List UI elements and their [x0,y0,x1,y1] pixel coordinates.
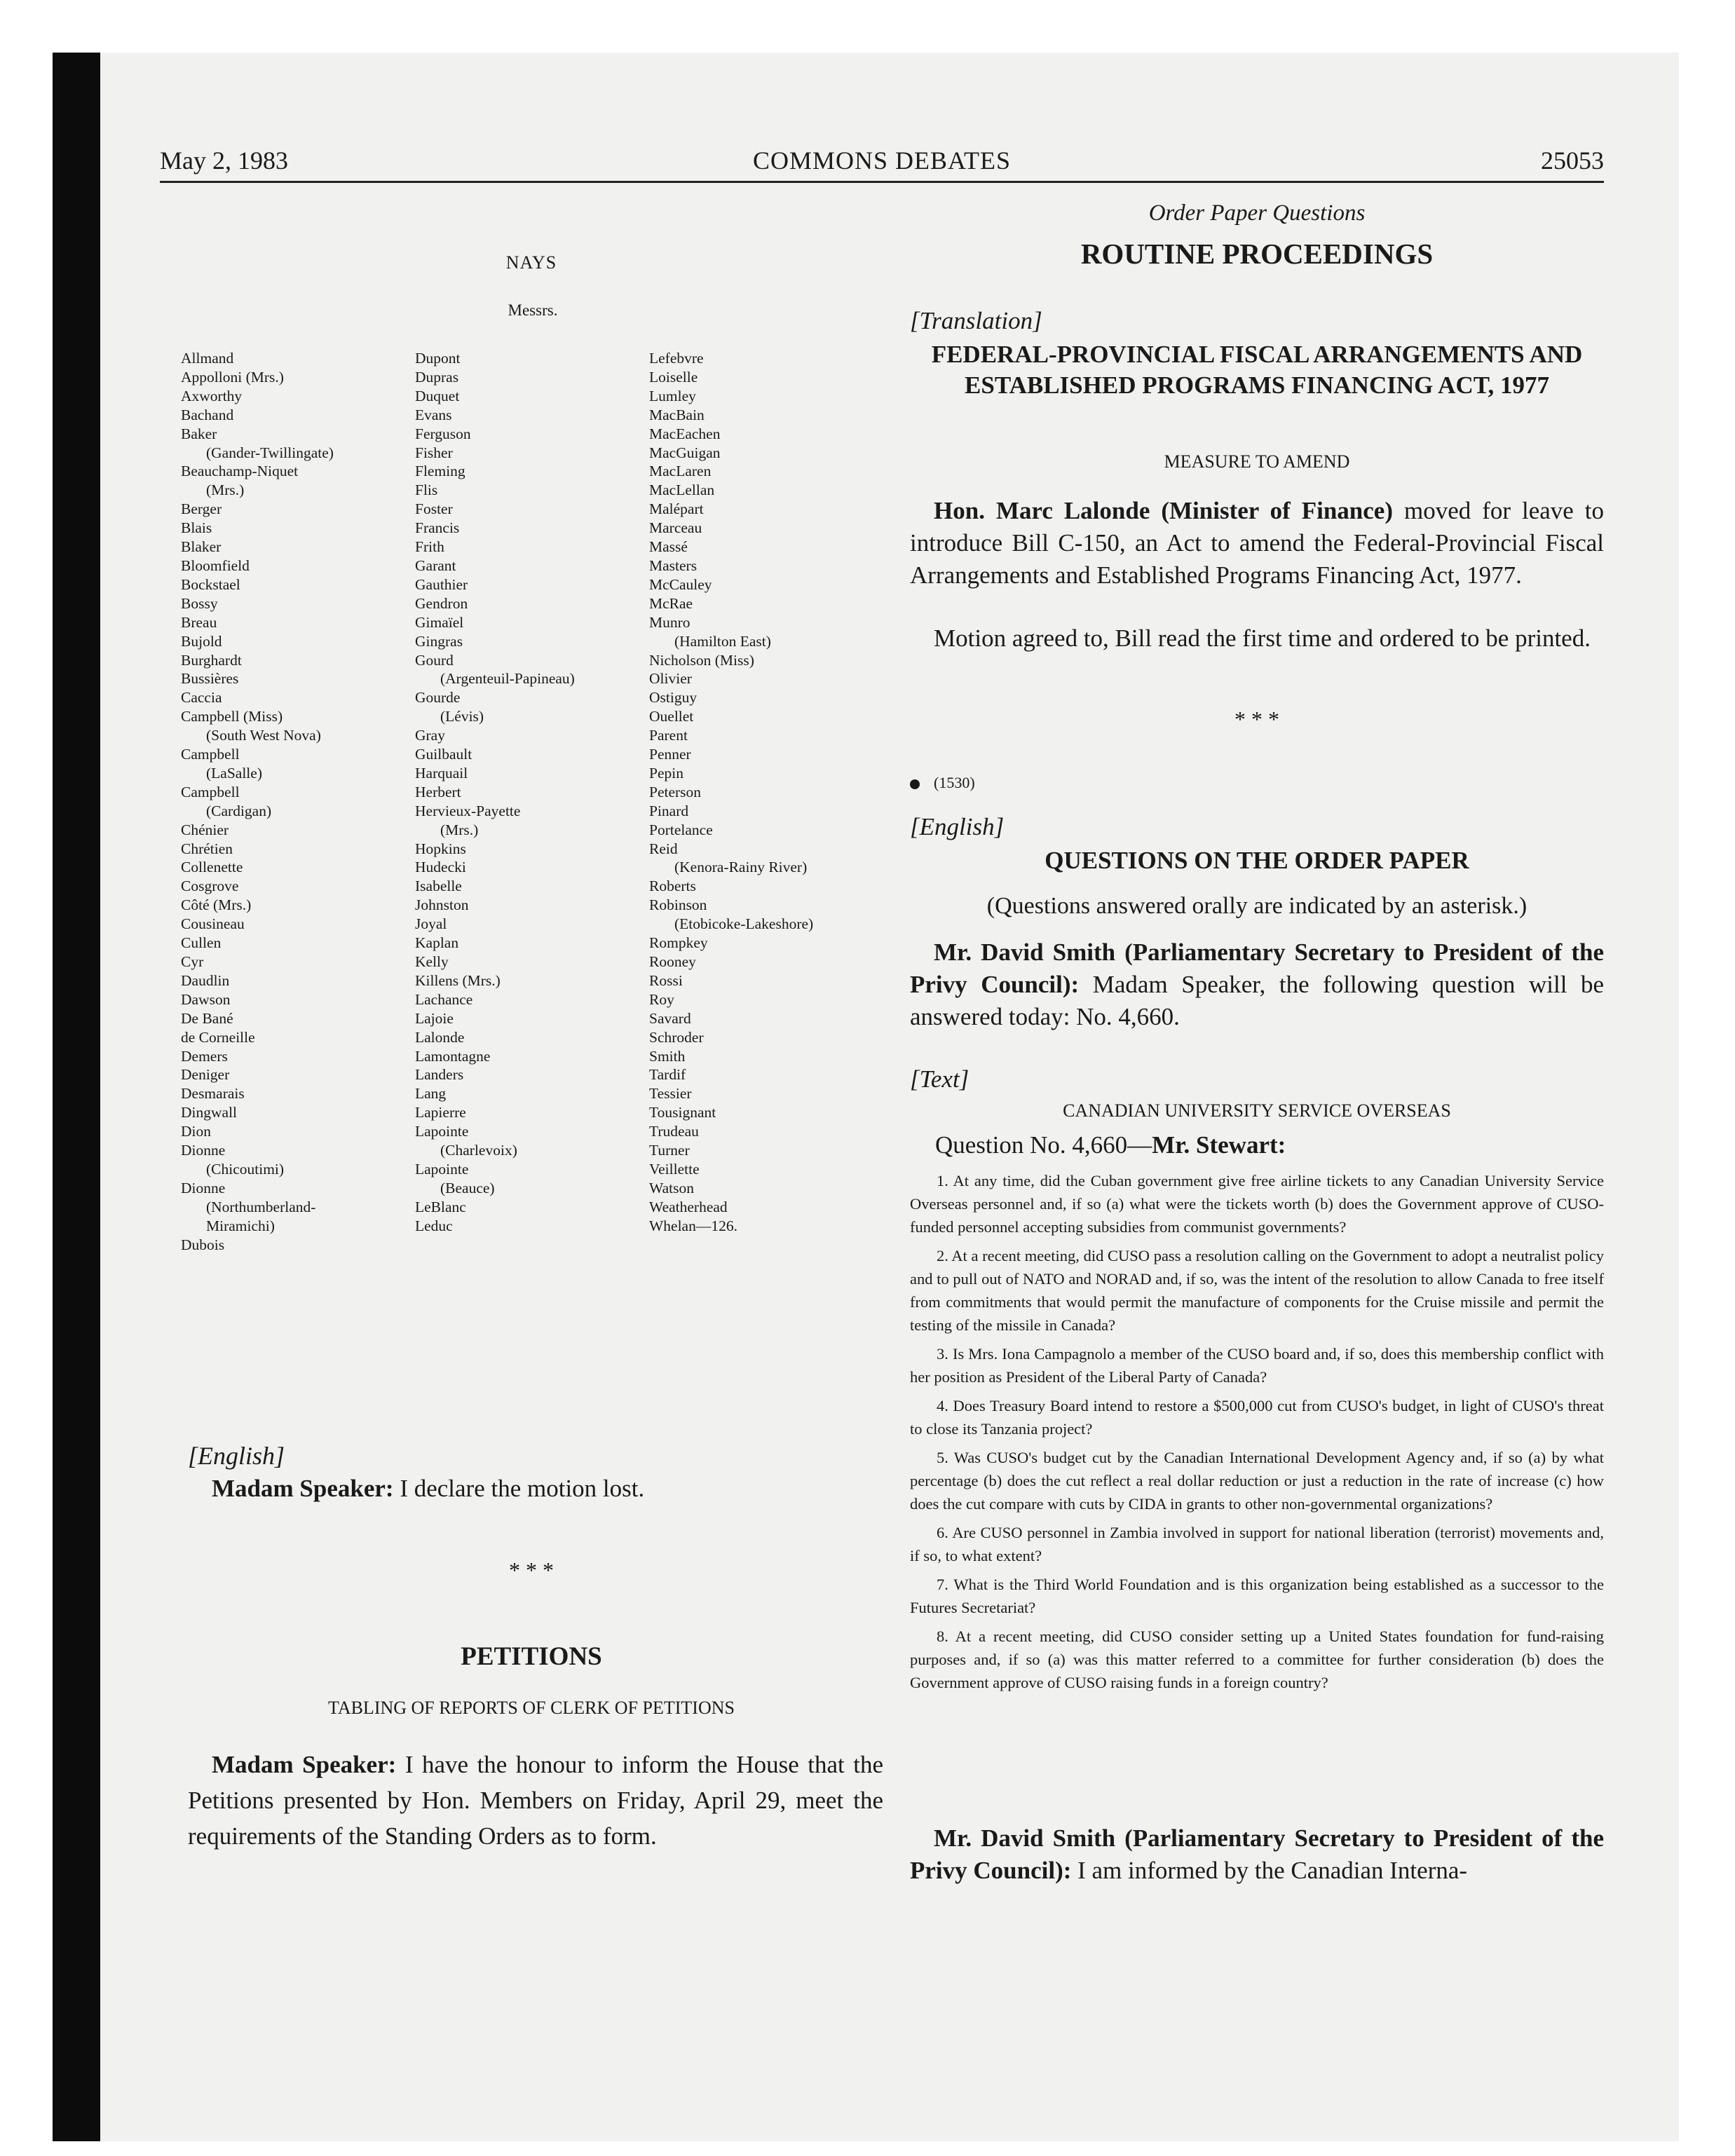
question-number: Question No. 4,660— [935,1131,1152,1159]
member-name: Duquet [415,387,460,404]
lalonde-speaker: Hon. Marc Lalonde (Minister of Finance) [934,497,1394,524]
member-name: Joyal [415,915,447,933]
member-name: LeBlanc [415,1198,466,1215]
member-name: (Argenteuil-Papineau) [440,670,575,688]
member-name: Rompkey [649,934,708,952]
member-name: Fisher [415,444,453,461]
member-name: Francis [415,519,460,537]
smith-answer-paragraph [910,1822,1604,1887]
member-name: Chénier [181,821,229,838]
member-name: Roberts [649,878,696,895]
member-name: Reid [649,840,678,857]
member-name: Gingras [415,632,463,650]
header-journal: COMMONS DEBATES [752,146,1012,175]
member-name: Garant [415,557,456,574]
member-name: Lefebvre [649,350,704,367]
member-name: Bachand [181,406,234,423]
member-name: Hervieux-Payette [415,802,521,819]
member-name: de Corneille [181,1028,255,1046]
member-name: Dupont [415,350,461,367]
member-name: Gendron [415,594,468,612]
member-name: Caccia [181,689,222,707]
member-name: Gray [415,727,445,744]
member-name: MacBain [649,406,705,423]
member-name: Marceau [649,519,702,537]
speaker-statement: I declare the motion lost. [393,1475,645,1502]
member-name: Frith [415,538,444,556]
motion-paragraph: Motion agreed to, Bill read the first time and ordered to be printed. [934,625,1591,652]
english-tag-left: [English] [188,1442,285,1470]
member-name: (Beauce) [440,1179,495,1196]
petitions-heading: PETITIONS [461,1642,602,1671]
member-name: De Bané [181,1009,233,1027]
member-name: Lumley [649,387,696,404]
separator-stars-left: * * * [509,1557,554,1583]
english-tag-right: [English] [910,813,1005,840]
member-name: Olivier [649,670,692,688]
question-label [910,1131,1629,1159]
member-name: Gimaïel [415,613,464,631]
member-name: Portelance [649,821,713,838]
member-name: (Kenora-Rainy River) [674,859,808,876]
member-name: Dawson [181,990,231,1008]
member-name: Allmand [181,350,234,367]
question-item: 7. What is the Third World Foundation and is this organization being established as a successor to the Futures Secretariat? [910,1576,1604,1616]
question-item: 8. At a recent meeting, did CUSO consider setting up a United States foundation for fund-raising purposes and, if so (a) was this matter referred to a committee for further consideration (b) does the Government approve of CUSO raising funds in a foreign country? [910,1628,1604,1691]
nays-heading: NAYS [505,252,557,273]
routine-proceedings-heading: ROUTINE PROCEEDINGS [1080,238,1434,270]
member-name: (Chicoutimi) [206,1160,285,1178]
member-name: Massé [649,538,688,556]
member-name: Campbell [181,746,240,763]
question-item: 3. Is Mrs. Iona Campagnolo a member of the CUSO board and, if so, does this membership conflict with her position as President of the Liberal Party of Canada? [910,1345,1604,1386]
member-name: Bujold [181,632,222,650]
member-name: Lachance [415,990,473,1008]
smith-statement: Madam Speaker, the following question will be answered today: No. 4,660. [910,971,1605,1030]
member-name: (Lévis) [440,708,484,725]
questions-note: (Questions answered orally are indicated by an asterisk.) [986,893,1528,919]
member-name: Rossi [649,971,683,989]
translation-tag: [Translation] [910,307,1042,334]
member-name: Dionne [181,1179,226,1196]
member-name: Campbell [181,783,240,800]
member-name: Malépart [649,500,704,518]
question-item: 1. At any time, did the Cuban government give free airline tickets to any Canadian University Service Overseas personnel and, if so (a) what were the tickets worth (b) does the Government approve of CUSO-funded personnel accepting subsidies from communist governments? [910,1172,1604,1236]
member-name: Dupras [415,368,459,386]
smith-speaker: Mr. David Smith (Parliamentary Secretary to President of the Privy Council): [910,939,1604,998]
tabling-heading: TABLING OF REPORTS OF CLERK OF PETITIONS [328,1698,735,1718]
member-name: Fleming [415,463,465,480]
speaker-petitions-paragraph [188,1747,883,1854]
member-name: Appolloni (Mrs.) [181,368,284,386]
cuso-heading: CANADIAN UNIVERSITY SERVICE OVERSEAS [1063,1100,1451,1121]
member-name: Cyr [181,953,204,970]
questions-heading: QUESTIONS ON THE ORDER PAPER [1045,847,1469,874]
member-name: Côté (Mrs.) [181,896,252,914]
question-item: 5. Was CUSO's budget cut by the Canadian International Development Agency and, if so (a) by what percentage (b) does the cut reflect a real dollar reduction or just a reduction in the rate of increase (c) how does the cut compare with cuts by CIDA in grants to other non-governmental organizations? [910,1449,1604,1513]
member-name: Tousignant [649,1104,716,1121]
nays-names-col2 [415,349,575,1236]
member-name: (Hamilton East) [674,632,771,650]
member-name: Campbell (Miss) [181,708,283,725]
member-name: Johnston [415,896,469,914]
member-name: Tessier [649,1085,692,1103]
member-name: Lapointe [415,1123,469,1140]
member-name: Deniger [181,1066,230,1084]
member-name: Veillette [649,1160,700,1178]
speaker-motion-lost [212,1471,883,1506]
member-name: Dion [181,1123,211,1140]
member-name: Lajoie [415,1009,454,1027]
member-name: Savard [649,1009,691,1027]
member-name: Killens (Mrs.) [415,971,501,989]
member-name: Cousineau [181,915,245,933]
member-name: Lapointe [415,1160,469,1178]
member-name: (Charlevoix) [440,1142,517,1159]
separator-stars-right: * * * [1234,707,1279,732]
messrs-label: Messrs. [508,301,558,319]
speaker-name: Madam Speaker: [212,1475,394,1502]
member-name: Leduc [415,1217,453,1234]
member-name: Beauchamp-Niquet [181,463,299,480]
member-name: Lang [415,1085,447,1103]
member-name: Ouellet [649,708,694,725]
member-name: MacLaren [649,463,712,480]
member-name: Bloomfield [181,557,250,574]
member-name: Foster [415,500,453,518]
member-name: Collenette [181,859,243,876]
member-name: McRae [649,594,693,612]
member-name: Whelan—126. [649,1217,737,1234]
member-name: Harquail [415,764,468,782]
member-name: (Mrs.) [440,821,479,838]
nays-names-col1 [181,349,334,1255]
time-marker [910,774,1604,792]
member-name: Hudecki [415,859,466,876]
question-item: 2. At a recent meeting, did CUSO pass a resolution calling on the Government to adopt a neutralist policy and to pull out of NATO and NORAD and, if so, was the intent of the resolution to allow Canada to free itself from commitments that would permit the manufacture of components for the Cruise missile and permit the testing of the missile in Canada? [910,1247,1604,1334]
member-name: Burghardt [181,651,242,669]
member-name: Roy [649,990,674,1008]
member-name: Breau [181,613,217,631]
member-name: Cullen [181,934,222,952]
member-name: Weatherhead [649,1198,728,1215]
member-name: Flis [415,482,438,499]
act-title: FEDERAL-PROVINCIAL FISCAL ARRANGEMENTS AND ESTABLISHED PROGRAMS FINANCING ACT, 1977 [931,341,1583,399]
member-name: Evans [415,406,452,423]
member-name: Baker [181,425,217,442]
header-page-number: 25053 [1541,146,1604,175]
member-name: Daudlin [181,971,230,989]
member-name: MacEachen [649,425,721,442]
member-name: Berger [181,500,222,518]
member-name: Blaker [181,538,222,556]
header-rule [160,181,1604,183]
member-name: Parent [649,727,688,744]
member-name: Schroder [649,1028,704,1046]
member-name: (Gander-Twillingate) [206,444,334,461]
smith2-speaker: Mr. David Smith (Parliamentary Secretary to President of the Privy Council): [910,1824,1604,1884]
member-name: Herbert [415,783,461,800]
member-name: Axworthy [181,387,243,404]
question-item: 4. Does Treasury Board intend to restore a $500,000 cut from CUSO's budget, in light of CUSO's threat to close its Tanzania project? [910,1397,1604,1438]
member-name: Lalonde [415,1028,465,1046]
member-name: Pepin [649,764,683,782]
smith-paragraph [910,936,1604,1033]
bullet-dot-icon [910,779,920,789]
member-name: Kaplan [415,934,459,952]
member-name: (Mrs.) [206,482,245,499]
member-name: (LaSalle) [206,764,262,782]
member-name: Dingwall [181,1104,238,1121]
member-name: Penner [649,746,691,763]
member-name: Demers [181,1047,228,1065]
measure-heading: MEASURE TO AMEND [1164,451,1350,472]
member-name: MacLellan [649,482,715,499]
member-name: Isabelle [415,878,462,895]
scan-edge [53,53,100,2141]
member-name: Ostiguy [649,689,698,707]
member-name: Lapierre [415,1104,466,1121]
member-name: Dionne [181,1142,226,1159]
member-name: Peterson [649,783,702,800]
member-name: Kelly [415,953,449,970]
member-name: Miramichi) [206,1217,275,1234]
order-paper-header: Order Paper Questions [1148,200,1366,226]
member-name: Cosgrove [181,878,239,895]
member-name: Desmarais [181,1085,245,1103]
member-name: Hopkins [415,840,466,857]
member-name: Pinard [649,802,689,819]
member-name: Bussières [181,670,239,688]
text-tag: [Text] [910,1065,969,1093]
member-name: Watson [649,1179,694,1196]
member-name: (Northumberland- [206,1198,316,1215]
lalonde-statement: moved for leave to introduce Bill C-150, an Act to amend the Federal-Provincial Fiscal Arrangements and Established Programs Financing Act, 1977. [910,497,1604,589]
member-name: Chrétien [181,840,233,857]
member-name: Bockstael [181,575,240,593]
smith2-statement: I am informed by the Canadian Interna- [1071,1857,1468,1884]
member-name: Nicholson (Miss) [649,651,754,669]
header-date: May 2, 1983 [160,146,288,175]
question-items [910,1169,1604,1700]
member-name: (Cardigan) [206,802,272,819]
member-name: Masters [649,557,698,574]
petitions-statement: I have the honour to inform the House that the Petitions presented by Hon. Members on Friday, April 29, meet the requirements of the Standing Orders as to form. [188,1751,883,1850]
question-item: 6. Are CUSO personnel in Zambia involved in support for national liberation (terrorist) movements and, if so, to what extent? [910,1524,1604,1564]
question-member: Mr. Stewart: [1152,1131,1286,1159]
member-name: Bossy [181,594,218,612]
member-name: Tardif [649,1066,686,1084]
member-name: Munro [649,613,690,631]
nays-names-col3 [649,349,813,1236]
member-name: Lamontagne [415,1047,491,1065]
lalonde-paragraph [910,495,1604,592]
member-name: Trudeau [649,1123,699,1140]
member-name: Landers [415,1066,464,1084]
member-name: McCauley [649,575,712,593]
member-name: Turner [649,1142,690,1159]
member-name: Rooney [649,953,696,970]
member-name: Dubois [181,1236,225,1253]
time-marker-text: (1530) [934,774,975,791]
member-name: Ferguson [415,425,471,442]
running-header [160,146,1604,181]
member-name: Gourd [415,651,454,669]
member-name: MacGuigan [649,444,721,461]
member-name: Robinson [649,896,707,914]
speaker-name: Madam Speaker: [212,1751,397,1778]
member-name: Gourde [415,689,461,707]
member-name: (South West Nova) [206,727,321,744]
member-name: Gauthier [415,575,468,593]
member-name: Blais [181,519,212,537]
member-name: Smith [649,1047,686,1065]
member-name: Loiselle [649,368,698,386]
member-name: Guilbault [415,746,472,763]
member-name: (Etobicoke-Lakeshore) [674,915,814,933]
